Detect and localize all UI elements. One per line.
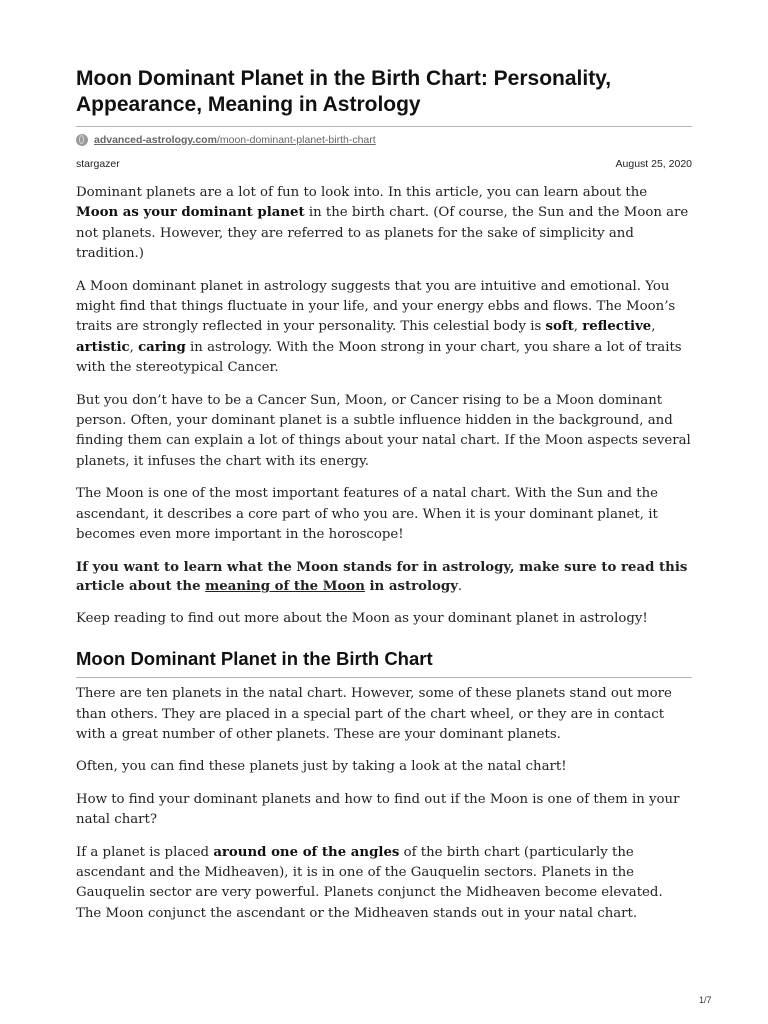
bold-text: caring (138, 339, 186, 355)
source-path: /moon-dominant-planet-birth-chart (216, 134, 376, 146)
text: . (457, 579, 463, 595)
text: Dominant planets are a lot of fun to look into. In this article, you can learn about the (76, 185, 648, 200)
text: , make sure to read this article about the (76, 559, 688, 595)
section-heading: Moon Dominant Planet in the Birth Chart (76, 648, 433, 670)
globe-icon (76, 134, 88, 146)
bold-text: soft (545, 319, 574, 335)
title-divider (76, 126, 692, 127)
paragraph-intro (76, 183, 692, 265)
paragraph-question: How to find your dominant planets and how to find out if the Moon is one of them in your natal chart? (76, 791, 680, 828)
text: in astrology. With the Moon strong in your chart, you share a lot of traits with the stereotypical Cancer. (76, 339, 682, 376)
paragraph-angles (76, 843, 692, 925)
text: If a planet is placed (76, 844, 214, 860)
paragraph-importance: The Moon is one of the most important features of a natal chart. With the Sun and the ascendant, it describes a core part of who you are. When it is your dominant planet, it becomes even more important in the horoscope! (76, 486, 659, 543)
text: , (573, 319, 583, 335)
publish-date: August 25, 2020 (615, 158, 692, 170)
paragraph-keep-reading: Keep reading to find out more about the Moon as your dominant planet in astrology! (76, 610, 648, 626)
page-number: 1/7 (699, 995, 712, 1005)
bold-text: around one of the angles (213, 844, 400, 860)
source-line (76, 134, 692, 146)
text: A Moon dominant planet in astrology suggests that you are intuitive and emotional. You might find that things fluctuate in your life, and your energy ebbs and flows. The Moon’s traits are strongly reflected in your personality. This celestial body is (76, 278, 676, 335)
section-divider (76, 677, 692, 678)
callout-paragraph (76, 558, 692, 597)
source-link[interactable] (94, 134, 376, 146)
text: in astrology (364, 579, 458, 595)
paragraph-cancer: But you don’t have to be a Cancer Sun, Moon, or Cancer rising to be a Moon dominant person. Often, your dominant planet is a subtle influence hidden in the background, and finding them can explain a lot of things about your natal chart. If the Moon aspects several planets, it infuses the chart with its energy. (76, 392, 691, 469)
author: stargazer (76, 158, 120, 170)
article-title: Moon Dominant Planet in the Birth Chart: Personality, Appearance, Meaning in Astrology (76, 67, 612, 116)
article-meta (76, 158, 692, 170)
text: , (129, 339, 139, 355)
source-domain: advanced-astrology.com (94, 134, 217, 146)
paragraph-find-planets: Often, you can find these planets just by taking a look at the natal chart! (76, 759, 567, 775)
paragraph-traits (76, 277, 692, 379)
paragraph-ten-planets: There are ten planets in the natal chart. However, some of these planets stand out more than others. They are placed in a special part of the chart wheel, or they are in contact with a great number of other planets. These are your dominant planets. (76, 686, 672, 742)
text: , (651, 319, 656, 335)
article (76, 66, 692, 924)
bold-text: reflective (582, 319, 652, 335)
text: of the birth chart (particularly the ascendant and the Midheaven), it is in one of the Gauquelin sectors. Planets in the Gauquelin sector are very powerful. Planets conjunct the Midheaven become elevated. The Moon conjunct the ascendant or the Midheaven stands out in your natal chart. (76, 844, 663, 921)
bold-text: Moon as your dominant planet (76, 205, 305, 221)
text: If you want to learn what the Moon stands for in astrology (76, 559, 510, 575)
text: in the birth chart. (Of course, the Sun and the Moon are not planets. However, they are referred to as planets for the sake of simplicity and tradition.) (76, 205, 689, 262)
meaning-of-moon-link[interactable]: meaning of the Moon (205, 579, 365, 595)
bold-text: artistic (76, 339, 130, 355)
